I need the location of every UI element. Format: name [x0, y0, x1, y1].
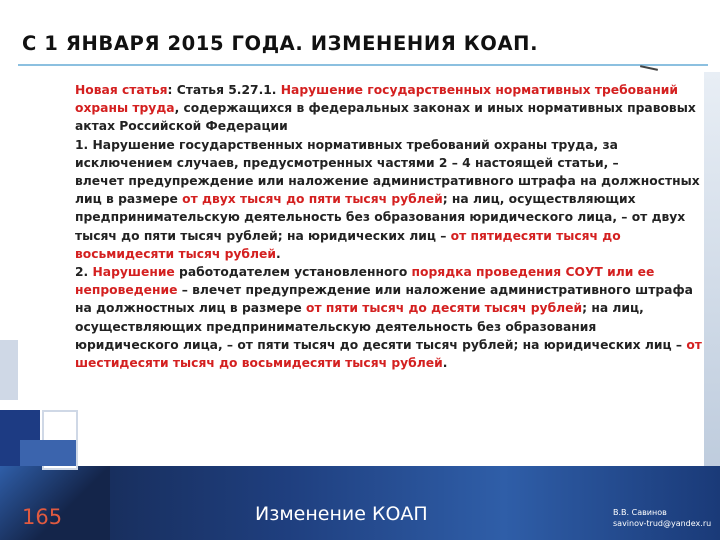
author-email: savinov-trud@yandex.ru — [613, 519, 712, 528]
part2-sout-procedure: порядка проведения СОУТ или ее непроведение — [75, 265, 655, 298]
paragraph-new-article — [75, 81, 702, 136]
part1-text-b: влечет предупреждение или наложение административного штрафа на должностных лиц в размере — [75, 174, 700, 207]
footer-title: Изменение КОАП — [255, 503, 428, 525]
part2-text-c: – влечет предупреждение или наложение административного штрафа на должностных лиц в размере — [75, 283, 693, 316]
part1-text-c: ; на лиц, осуществляющих предпринимательскую деятельность без образования юридического лица, – от двух тысяч до пяти тысяч рублей; на юридических лиц – — [75, 192, 686, 243]
author-name: В.В. Савинов — [613, 508, 667, 517]
article-heading: Нарушение государственных нормативных требований охраны труда — [75, 83, 678, 116]
part2-text-b: работодателем установленного — [174, 265, 412, 280]
part2-text-e: . — [442, 356, 448, 371]
new-article-label: Новая статья — [75, 83, 168, 97]
part2-text-d: ; на лиц, осуществляющих предпринимательскую деятельность без образования юридического лица, – от пяти тысяч до десяти тысяч рублей; на юридических лиц – — [75, 301, 687, 352]
part1-fine-legal: от пятидесяти тысяч до восьмидесяти тысяч рублей — [75, 228, 621, 261]
part1-text-a: 1. Нарушение государственных нормативных требований охраны труда, за исключением случаев, предусмотренных частями 2 – 4 настоящей статьи, – — [75, 137, 619, 170]
decor-square — [0, 340, 18, 400]
slide-title: С 1 ЯНВАРЯ 2015 ГОДА. ИЗМЕНЕНИЯ КОАП. — [22, 32, 539, 55]
part2-violation: Нарушение — [92, 265, 175, 280]
author-info — [613, 507, 711, 529]
part1-fine-officials: от двух тысяч до пяти тысяч рублей — [182, 192, 443, 207]
part2-fine-officials: от пяти тысяч до десяти тысяч рублей — [306, 301, 583, 316]
page-number: 165 — [22, 505, 63, 529]
title-accent-tick — [640, 65, 658, 71]
article-text — [75, 81, 702, 372]
paragraph-part-2 — [75, 263, 702, 372]
title-divider — [18, 64, 708, 66]
decor-square — [20, 440, 76, 466]
article-heading-tail: , содержащихся в федеральных законах и иных нормативных правовых актах Российской Федерации — [75, 101, 696, 134]
paragraph-part-1 — [75, 136, 702, 263]
part2-text-a: 2. — [75, 265, 93, 280]
part1-text-d: . — [275, 246, 281, 261]
article-number: : Статья 5.27.1. — [167, 83, 281, 97]
part2-fine-legal: от шестидесяти тысяч до восьмидесяти тысяч рублей — [75, 337, 702, 371]
